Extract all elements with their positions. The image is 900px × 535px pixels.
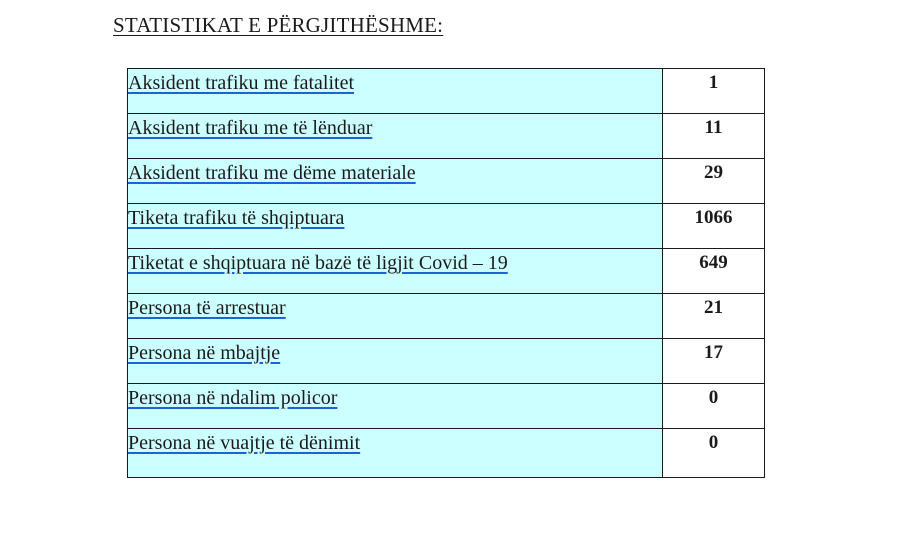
- row-label-cell: [128, 114, 663, 159]
- row-label-cell: [128, 339, 663, 384]
- table-row: [128, 339, 765, 384]
- row-value: 649: [699, 252, 728, 273]
- row-label-cell: [128, 204, 663, 249]
- statistics-table: [127, 68, 765, 478]
- row-value: 1: [708, 72, 719, 93]
- row-label-link[interactable]: Aksident trafiku me dëme materiale: [128, 162, 416, 184]
- row-label-cell: [128, 429, 663, 478]
- row-value-cell: [663, 69, 765, 114]
- row-value-cell: [663, 384, 765, 429]
- row-value-cell: [663, 159, 765, 204]
- row-value: 11: [704, 117, 723, 138]
- row-value: 29: [704, 162, 723, 183]
- row-label-cell: [128, 294, 663, 339]
- table-row: [128, 159, 765, 204]
- row-label-link[interactable]: Persona në ndalim policor: [128, 387, 338, 409]
- row-value-cell: [663, 204, 765, 249]
- row-label-link[interactable]: Tiketat e shqiptuara në bazë të ligjit Covid – 19: [128, 252, 508, 274]
- row-value-cell: [663, 429, 765, 478]
- table-row: [128, 69, 765, 114]
- row-value: 21: [704, 297, 723, 318]
- row-value: 1066: [694, 207, 733, 228]
- row-value-cell: [663, 339, 765, 384]
- table-row: [128, 249, 765, 294]
- table-row: [128, 294, 765, 339]
- row-value: 0: [708, 387, 719, 408]
- row-label-cell: [128, 384, 663, 429]
- table-row: [128, 429, 765, 478]
- table-row: [128, 114, 765, 159]
- table-row: [128, 204, 765, 249]
- row-value: 0: [708, 432, 719, 453]
- table-row: [128, 384, 765, 429]
- row-label-cell: [128, 159, 663, 204]
- row-label-link[interactable]: Persona në mbajtje: [128, 342, 281, 364]
- row-label-link[interactable]: Tiketa trafiku të shqiptuara: [128, 207, 345, 229]
- row-label-link[interactable]: Persona të arrestuar: [128, 297, 286, 319]
- row-value-cell: [663, 294, 765, 339]
- row-label-link[interactable]: Aksident trafiku me të lënduar: [128, 117, 373, 139]
- row-label-link[interactable]: Persona në vuajtje të dënimit: [128, 432, 361, 454]
- row-value: 17: [704, 342, 723, 363]
- row-label-cell: [128, 69, 663, 114]
- page-title: STATISTIKAT E PËRGJITHËSHME:: [113, 13, 444, 37]
- row-value-cell: [663, 114, 765, 159]
- row-label-cell: [128, 249, 663, 294]
- row-label-link[interactable]: Aksident trafiku me fatalitet: [128, 72, 355, 94]
- row-value-cell: [663, 249, 765, 294]
